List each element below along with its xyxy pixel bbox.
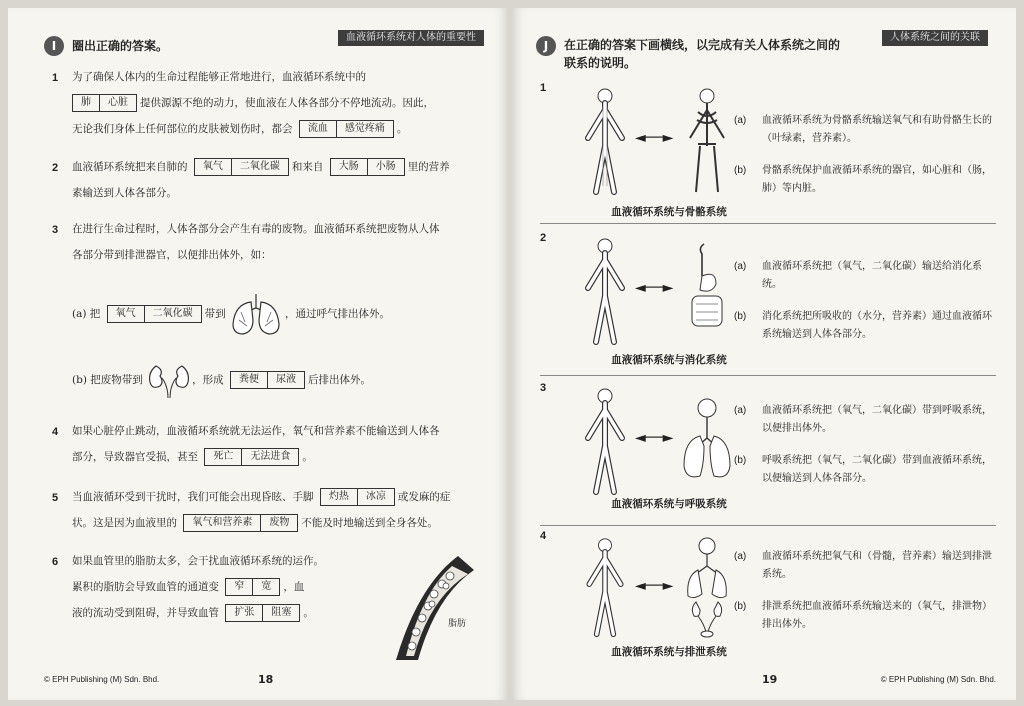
option[interactable]: 流血 bbox=[307, 123, 328, 134]
statement-label: (a) bbox=[734, 405, 747, 416]
question-text: 血液循环系统把来自肺的 bbox=[72, 161, 188, 173]
artery-fat-icon bbox=[388, 556, 474, 660]
right-page bbox=[512, 8, 1016, 700]
question-text: 部分，导致器官受损，甚至 bbox=[72, 451, 198, 463]
option[interactable]: 氧气 bbox=[202, 161, 223, 172]
double-arrow-icon: ◄──► bbox=[635, 280, 674, 296]
statement-b bbox=[734, 598, 996, 634]
question-text: 或发麻的症 bbox=[397, 491, 451, 503]
question-text: 。 bbox=[302, 451, 313, 463]
option[interactable]: 氧气 bbox=[115, 308, 136, 319]
question-1 bbox=[72, 64, 492, 142]
question-line bbox=[72, 600, 392, 626]
panel-1 bbox=[540, 82, 996, 224]
double-arrow-icon: ◄──► bbox=[635, 430, 674, 446]
topic-tag: 人体系统之间的关联 bbox=[882, 30, 988, 46]
double-arrow-icon: ◄──► bbox=[635, 130, 674, 146]
circulatory-body-icon bbox=[580, 536, 630, 638]
statement-a bbox=[734, 258, 996, 294]
fat-label: 脂肪 bbox=[448, 619, 467, 629]
divider bbox=[540, 525, 996, 526]
statement-label: (b) bbox=[734, 165, 747, 176]
question-text: 为了确保人体内的生命过程能够正常地进行，血液循环系统中的 bbox=[72, 71, 366, 83]
answer-box[interactable] bbox=[330, 158, 405, 176]
option[interactable]: 二氧化碳 bbox=[231, 159, 288, 175]
statement-label: (b) bbox=[734, 601, 747, 612]
option[interactable]: 废物 bbox=[260, 515, 297, 531]
question-text: 如果心脏停止跳动，血液循环系统就无法运作，氧气和营养素不能输送到人体各 bbox=[72, 425, 440, 437]
option[interactable]: 窄 bbox=[234, 581, 245, 592]
option[interactable]: 扩张 bbox=[234, 607, 255, 618]
question-5 bbox=[72, 484, 492, 536]
question-text: 带到 bbox=[204, 308, 226, 320]
option[interactable]: 死亡 bbox=[213, 451, 234, 462]
question-6 bbox=[72, 548, 392, 626]
circulatory-body-icon bbox=[580, 236, 630, 346]
section-badge: J bbox=[536, 36, 556, 56]
panel-caption: 血液循环系统与骨骼系统 bbox=[611, 206, 727, 218]
panel-caption: 血液循环系统与排泄系统 bbox=[611, 646, 727, 658]
question-3a bbox=[72, 290, 492, 338]
question-text: (a) 把 bbox=[72, 308, 101, 320]
question-line bbox=[72, 90, 492, 116]
option[interactable]: 无法进食 bbox=[241, 449, 298, 465]
question-line bbox=[72, 116, 492, 142]
option[interactable]: 感觉疼痛 bbox=[336, 121, 393, 137]
question-text: 素输送到人体各部分。 bbox=[72, 187, 177, 199]
option[interactable]: 二氧化碳 bbox=[144, 306, 201, 322]
statement-label: (a) bbox=[734, 115, 747, 126]
statement-text[interactable]: 排泄系统把血液循环系统输送来的（氧气，排泄物）排出体外。 bbox=[762, 601, 992, 630]
topic-tag: 血液循环系统对人体的重要性 bbox=[338, 30, 484, 46]
answer-box[interactable] bbox=[225, 604, 300, 622]
digestive-system-icon bbox=[682, 240, 732, 340]
option[interactable]: 粪便 bbox=[238, 374, 259, 385]
divider bbox=[540, 223, 996, 224]
statement-text[interactable]: 血液循环系统把氧气和（骨髓，营养素）输送到排泄系统。 bbox=[762, 551, 992, 580]
option[interactable]: 尿液 bbox=[267, 372, 304, 388]
statement-label: (b) bbox=[734, 311, 747, 322]
panel-3 bbox=[540, 382, 996, 526]
panel-number: 4 bbox=[540, 530, 547, 542]
section-title bbox=[564, 36, 840, 72]
statement-label: (a) bbox=[734, 551, 747, 562]
question-text: 当血液循环受到干扰时，我们可能会出现昏眩、手脚 bbox=[72, 491, 314, 503]
footer: © EPH Publishing (M) Sdn. Bhd. bbox=[880, 675, 996, 684]
excretory-system-icon bbox=[680, 536, 734, 638]
question-text: 无论我们身体上任何部位的皮肤被划伤时，都会 bbox=[72, 123, 293, 135]
answer-box[interactable] bbox=[299, 120, 394, 138]
question-number: 3 bbox=[52, 224, 59, 236]
question-text: 各部分带到排泄器官，以便排出体外，如： bbox=[72, 249, 272, 261]
skeleton-icon bbox=[682, 86, 732, 196]
panel-number: 2 bbox=[540, 232, 547, 244]
question-text: 里的营养 bbox=[407, 161, 450, 173]
question-text: 。 bbox=[396, 123, 408, 135]
question-text: (b) 把废物带到 bbox=[72, 374, 143, 386]
statement-label: (a) bbox=[734, 261, 747, 272]
section-title-line: 联系的说明。 bbox=[564, 56, 637, 70]
section-badge: I bbox=[44, 36, 64, 56]
panel-number: 3 bbox=[540, 382, 547, 394]
section-title-line: 在正确的答案下画横线，以完成有关人体系统之间的 bbox=[564, 38, 841, 52]
question-3 bbox=[72, 216, 492, 268]
question-text: 后排出体外。 bbox=[307, 374, 371, 386]
question-text: ，形成 bbox=[192, 374, 224, 386]
answer-box[interactable] bbox=[72, 94, 137, 112]
statement-a bbox=[734, 112, 996, 148]
answer-box[interactable] bbox=[183, 514, 298, 532]
question-text: 。 bbox=[303, 607, 314, 619]
answer-box[interactable] bbox=[194, 158, 289, 176]
panel-caption: 血液循环系统与呼吸系统 bbox=[611, 498, 727, 510]
question-line bbox=[72, 154, 492, 180]
answer-box[interactable] bbox=[230, 371, 305, 389]
option[interactable]: 氧气和营养素 bbox=[192, 517, 253, 528]
option[interactable]: 宽 bbox=[252, 579, 279, 595]
answer-box[interactable] bbox=[107, 305, 202, 323]
section-title: 圈出正确的答案。 bbox=[72, 39, 169, 53]
question-text: 如果血管里的脂肪太多，会干扰血液循环系统的运作。 bbox=[72, 555, 324, 567]
question-text: 液的流动受到阻碍，并导致血管 bbox=[72, 607, 219, 619]
question-line bbox=[72, 444, 492, 470]
statement-text[interactable]: 消化系统把所吸收的（水分，营养素）通过血液循环系统输送到人体各部分。 bbox=[762, 311, 992, 340]
panel-number: 1 bbox=[540, 82, 547, 94]
question-line bbox=[72, 510, 492, 536]
option[interactable]: 灼热 bbox=[328, 491, 349, 502]
double-arrow-icon: ◄──► bbox=[635, 578, 674, 594]
footer: © EPH Publishing (M) Sdn. Bhd. bbox=[44, 675, 160, 684]
question-text: ，通过呼气排出体外。 bbox=[284, 308, 390, 320]
question-number: 6 bbox=[52, 556, 59, 568]
question-text: 不能及时地输送到全身各处。 bbox=[301, 517, 438, 529]
kidneys-icon bbox=[146, 360, 192, 400]
statement-text[interactable]: 血液循环系统为骨骼系统输送氧气和有助骨骼生长的（叶绿素，营养素）。 bbox=[762, 115, 992, 144]
question-number: 1 bbox=[52, 72, 59, 84]
statement-b bbox=[734, 452, 996, 488]
circulatory-body-icon bbox=[580, 86, 630, 196]
question-number: 5 bbox=[52, 492, 59, 504]
question-text: 和来自 bbox=[291, 161, 324, 173]
question-number: 2 bbox=[52, 162, 59, 174]
answer-box[interactable] bbox=[204, 448, 299, 466]
question-number: 4 bbox=[52, 426, 59, 438]
question-text: 在进行生命过程时，人体各部分会产生有毒的废物。血液循环系统把废物从人体 bbox=[72, 223, 440, 235]
panel-4 bbox=[540, 530, 996, 660]
question-text: 提供源源不绝的动力，使血液在人体各部分不停地流动。因此， bbox=[140, 97, 434, 109]
lungs-icon bbox=[229, 290, 285, 338]
divider bbox=[540, 375, 996, 376]
question-4 bbox=[72, 418, 492, 470]
statement-a bbox=[734, 402, 996, 438]
statement-b bbox=[734, 162, 996, 198]
panel-caption: 血液循环系统与消化系统 bbox=[611, 354, 727, 366]
question-line bbox=[72, 574, 392, 600]
question-line bbox=[72, 484, 492, 510]
statement-text[interactable]: 血液循环系统把（氧气，二氧化碳）带到呼吸系统，以便排出体外。 bbox=[762, 405, 992, 434]
answer-box[interactable] bbox=[225, 578, 280, 596]
statement-a bbox=[734, 548, 996, 584]
statement-text[interactable]: 血液循环系统把（氧气，二氧化碳）输送给消化系统。 bbox=[762, 261, 982, 290]
page-number: 18 bbox=[258, 673, 274, 686]
option[interactable]: 大肠 bbox=[338, 161, 359, 172]
question-text: 累积的脂肪会导致血管的通道变 bbox=[72, 581, 219, 593]
question-2 bbox=[72, 154, 492, 206]
question-3b bbox=[72, 360, 492, 400]
statement-text[interactable]: 骨骼系统保护血液循环系统的器官，如心脏和（肠，肺）等内脏。 bbox=[762, 165, 992, 194]
option[interactable]: 冰凉 bbox=[357, 489, 394, 505]
question-text: ，血 bbox=[283, 581, 305, 593]
option[interactable]: 肺 bbox=[81, 97, 91, 108]
option[interactable]: 阻塞 bbox=[262, 605, 299, 621]
panel-2 bbox=[540, 232, 996, 376]
statement-text[interactable]: 呼吸系统把（氧气，二氧化碳）带到血液循环系统，以便输送到人体各部分。 bbox=[762, 455, 992, 484]
answer-box[interactable] bbox=[320, 488, 395, 506]
option[interactable]: 心脏 bbox=[99, 95, 136, 111]
respiratory-system-icon bbox=[680, 396, 734, 486]
statement-label: (b) bbox=[734, 455, 747, 466]
statement-b bbox=[734, 308, 996, 344]
circulatory-body-icon bbox=[580, 386, 630, 496]
left-page bbox=[8, 8, 508, 700]
option[interactable]: 小肠 bbox=[367, 159, 404, 175]
question-text: 状。这是因为血液里的 bbox=[72, 517, 177, 529]
page-number: 19 bbox=[762, 673, 778, 686]
